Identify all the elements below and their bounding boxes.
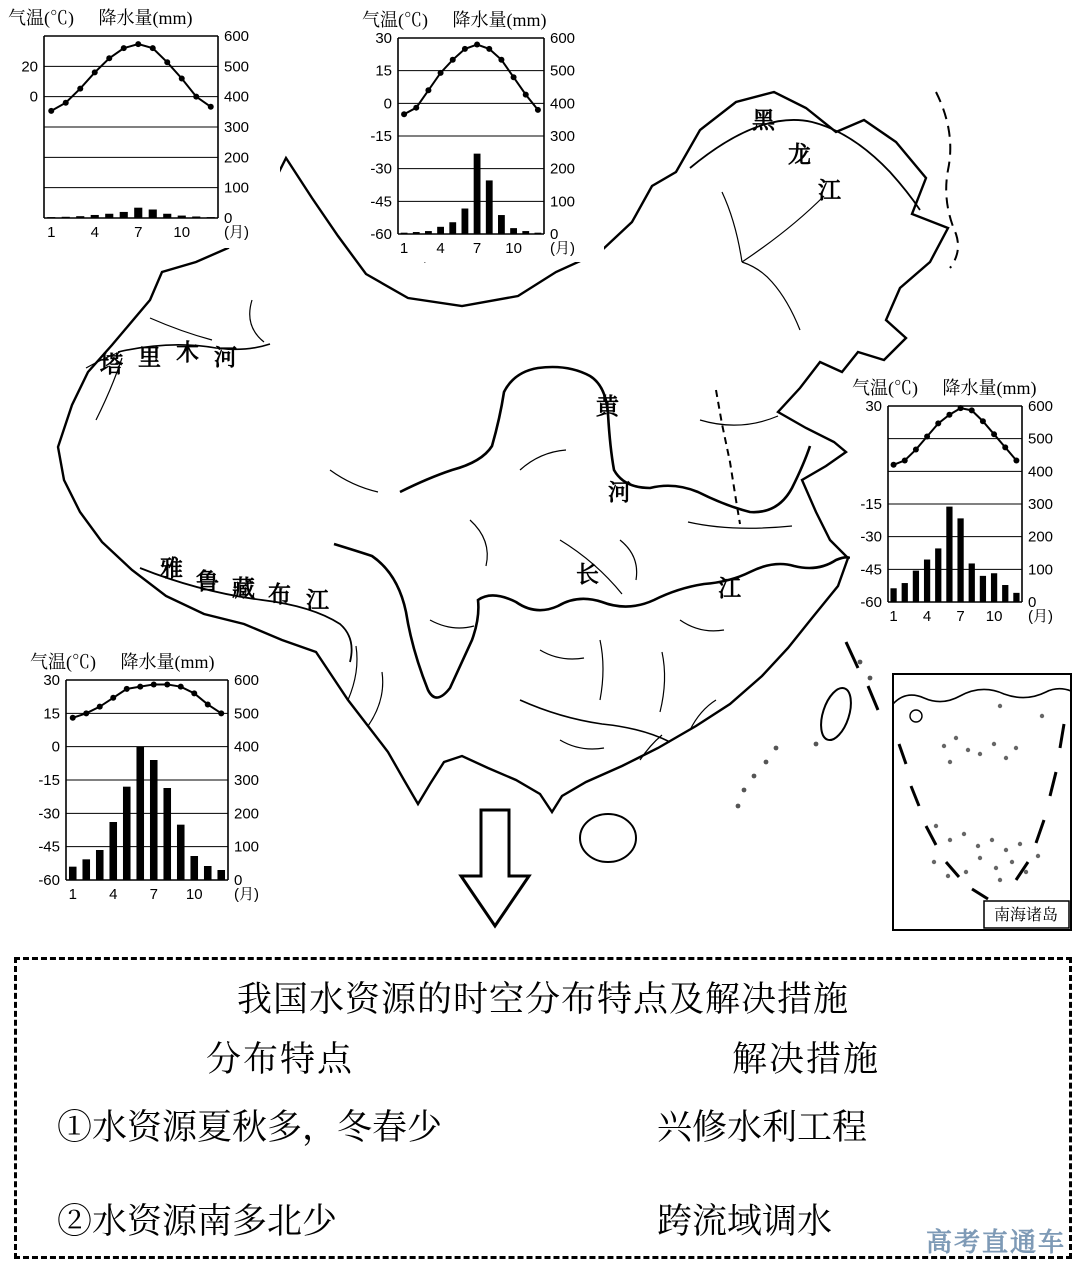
- svg-text:600: 600: [234, 674, 260, 689]
- svg-text:-45: -45: [860, 561, 882, 579]
- precip-axis-title: 降水量(mm): [120, 652, 215, 672]
- svg-text:长: 长: [576, 562, 599, 587]
- pearl-river: [520, 700, 670, 742]
- svg-text:0: 0: [383, 95, 392, 113]
- svg-text:30: 30: [43, 674, 60, 689]
- svg-text:-15: -15: [860, 496, 882, 513]
- climate-chart-south: [28, 648, 286, 908]
- svg-text:7: 7: [472, 240, 482, 257]
- chart-header: [360, 6, 604, 32]
- temp-axis-title: 气温(℃): [362, 10, 428, 30]
- chart-header: [6, 4, 280, 30]
- summary-row-2: [17, 1194, 1069, 1244]
- svg-text:400: 400: [234, 738, 260, 756]
- svg-text:500: 500: [224, 58, 250, 76]
- svg-text:10: 10: [505, 240, 522, 257]
- feature-text: ①水资源夏秋多，冬春少: [57, 1108, 443, 1147]
- feature-text: ②水资源南多北少: [57, 1202, 338, 1241]
- svg-text:600: 600: [224, 30, 250, 45]
- svg-text:(月): (月): [224, 224, 249, 241]
- svg-text:30: 30: [865, 400, 882, 415]
- climate-chart-svg-northwest: [6, 30, 272, 244]
- svg-text:-45: -45: [38, 838, 60, 856]
- measure-text: 兴修水利工程: [657, 1108, 868, 1147]
- svg-text:雅: 雅: [160, 556, 183, 581]
- svg-text:-30: -30: [860, 528, 882, 546]
- inset-frame: [893, 674, 1071, 930]
- svg-text:15: 15: [375, 62, 392, 80]
- climate-chart-east: [850, 374, 1080, 630]
- svg-text:江: 江: [718, 576, 741, 601]
- climate-chart-north: [360, 6, 604, 262]
- svg-text:4: 4: [922, 608, 932, 625]
- summary-title: 我国水资源的时空分布特点及解决措施: [236, 980, 849, 1019]
- svg-text:(月): (月): [234, 886, 259, 903]
- hainan-island: [580, 814, 636, 862]
- svg-text:7: 7: [956, 608, 965, 625]
- svg-text:300: 300: [234, 772, 260, 789]
- svg-text:100: 100: [550, 193, 576, 211]
- svg-text:10: 10: [185, 886, 203, 903]
- col-header-features: 分布特点: [205, 1040, 354, 1079]
- ne-coast-dashed: [936, 92, 958, 268]
- nanhai-label: 南海诸岛: [993, 907, 1059, 924]
- svg-text:0: 0: [550, 226, 559, 243]
- measure-text: 跨流域调水: [657, 1202, 833, 1241]
- svg-text:0: 0: [234, 872, 243, 889]
- svg-text:300: 300: [224, 119, 250, 136]
- chart-header: [28, 648, 286, 674]
- svg-text:里: 里: [138, 345, 161, 370]
- summary-row-1: [17, 1100, 1069, 1150]
- taiwan-island: [815, 684, 856, 743]
- svg-text:(月): (月): [550, 240, 575, 257]
- precip-axis-title: 降水量(mm): [942, 378, 1037, 398]
- svg-text:鲁: 鲁: [196, 569, 219, 594]
- svg-text:0: 0: [1028, 594, 1037, 611]
- svg-text:400: 400: [550, 95, 576, 113]
- svg-text:7: 7: [149, 886, 158, 903]
- svg-text:-60: -60: [38, 872, 60, 889]
- svg-text:布: 布: [268, 582, 291, 607]
- svg-text:100: 100: [224, 179, 250, 197]
- svg-text:江: 江: [306, 588, 329, 613]
- svg-text:-60: -60: [370, 226, 392, 243]
- svg-text:10: 10: [985, 608, 1003, 625]
- svg-text:-15: -15: [38, 772, 60, 789]
- climate-chart-northwest: [6, 4, 280, 248]
- climate-chart-svg-south: [28, 674, 282, 906]
- chart-header: [850, 374, 1080, 400]
- svg-text:15: 15: [43, 705, 60, 723]
- svg-text:100: 100: [234, 838, 260, 856]
- svg-text:200: 200: [234, 805, 260, 823]
- svg-text:-15: -15: [370, 128, 392, 145]
- svg-text:0: 0: [224, 210, 233, 227]
- svg-text:1: 1: [889, 608, 898, 625]
- svg-text:400: 400: [1028, 463, 1054, 481]
- svg-text:(月): (月): [1028, 608, 1053, 625]
- climate-chart-svg-east: [850, 400, 1076, 628]
- svg-text:-60: -60: [860, 594, 882, 611]
- svg-text:500: 500: [234, 705, 260, 723]
- svg-text:100: 100: [1028, 561, 1054, 579]
- svg-text:400: 400: [224, 88, 250, 106]
- svg-text:200: 200: [550, 160, 576, 178]
- svg-text:600: 600: [550, 32, 576, 47]
- south-china-sea-inset: [893, 674, 1071, 930]
- svg-text:4: 4: [109, 886, 118, 903]
- temp-axis-title: 气温(℃): [30, 652, 96, 672]
- svg-text:藏: 藏: [232, 576, 255, 601]
- yellow-river: [400, 367, 810, 512]
- svg-text:龙: 龙: [788, 142, 811, 167]
- svg-text:10: 10: [173, 224, 191, 241]
- label-yellow-river: [596, 394, 631, 505]
- svg-text:-45: -45: [370, 193, 392, 211]
- svg-text:600: 600: [1028, 400, 1054, 415]
- label-heilongjiang-river: [752, 108, 842, 203]
- svg-text:0: 0: [29, 88, 38, 106]
- svg-text:500: 500: [550, 62, 576, 80]
- svg-text:30: 30: [375, 32, 392, 47]
- svg-text:河: 河: [608, 480, 631, 505]
- svg-text:4: 4: [90, 224, 99, 241]
- svg-text:黑: 黑: [752, 108, 775, 133]
- svg-text:300: 300: [1028, 496, 1054, 513]
- down-arrow: [461, 810, 529, 926]
- svg-text:4: 4: [436, 240, 445, 257]
- svg-text:1: 1: [399, 240, 409, 257]
- precip-axis-title: 降水量(mm): [98, 8, 193, 28]
- svg-text:20: 20: [21, 58, 38, 76]
- watermark: 高考直通车: [925, 1227, 1066, 1257]
- summary-box: [14, 957, 1072, 1259]
- svg-text:江: 江: [818, 178, 841, 203]
- svg-text:黄: 黄: [596, 394, 619, 419]
- precip-axis-title: 降水量(mm): [452, 10, 547, 30]
- svg-text:200: 200: [224, 149, 250, 167]
- temp-axis-title: 气温(℃): [852, 378, 918, 398]
- svg-text:1: 1: [68, 886, 77, 903]
- svg-text:300: 300: [550, 128, 576, 145]
- svg-text:200: 200: [1028, 528, 1054, 546]
- svg-text:塔: 塔: [100, 352, 123, 377]
- climate-chart-svg-north: [360, 32, 598, 260]
- temp-axis-title: 气温(℃): [8, 8, 74, 28]
- svg-text:-30: -30: [38, 805, 60, 823]
- summary-headers: [17, 1032, 1069, 1082]
- label-yangtze-river: [576, 562, 742, 601]
- svg-text:1: 1: [47, 224, 56, 241]
- col-header-measures: 解决措施: [731, 1040, 880, 1079]
- svg-text:河: 河: [214, 345, 237, 370]
- svg-text:7: 7: [134, 224, 143, 241]
- svg-text:-30: -30: [370, 160, 392, 178]
- svg-text:500: 500: [1028, 430, 1054, 448]
- svg-text:0: 0: [51, 738, 60, 756]
- svg-text:木: 木: [176, 340, 199, 365]
